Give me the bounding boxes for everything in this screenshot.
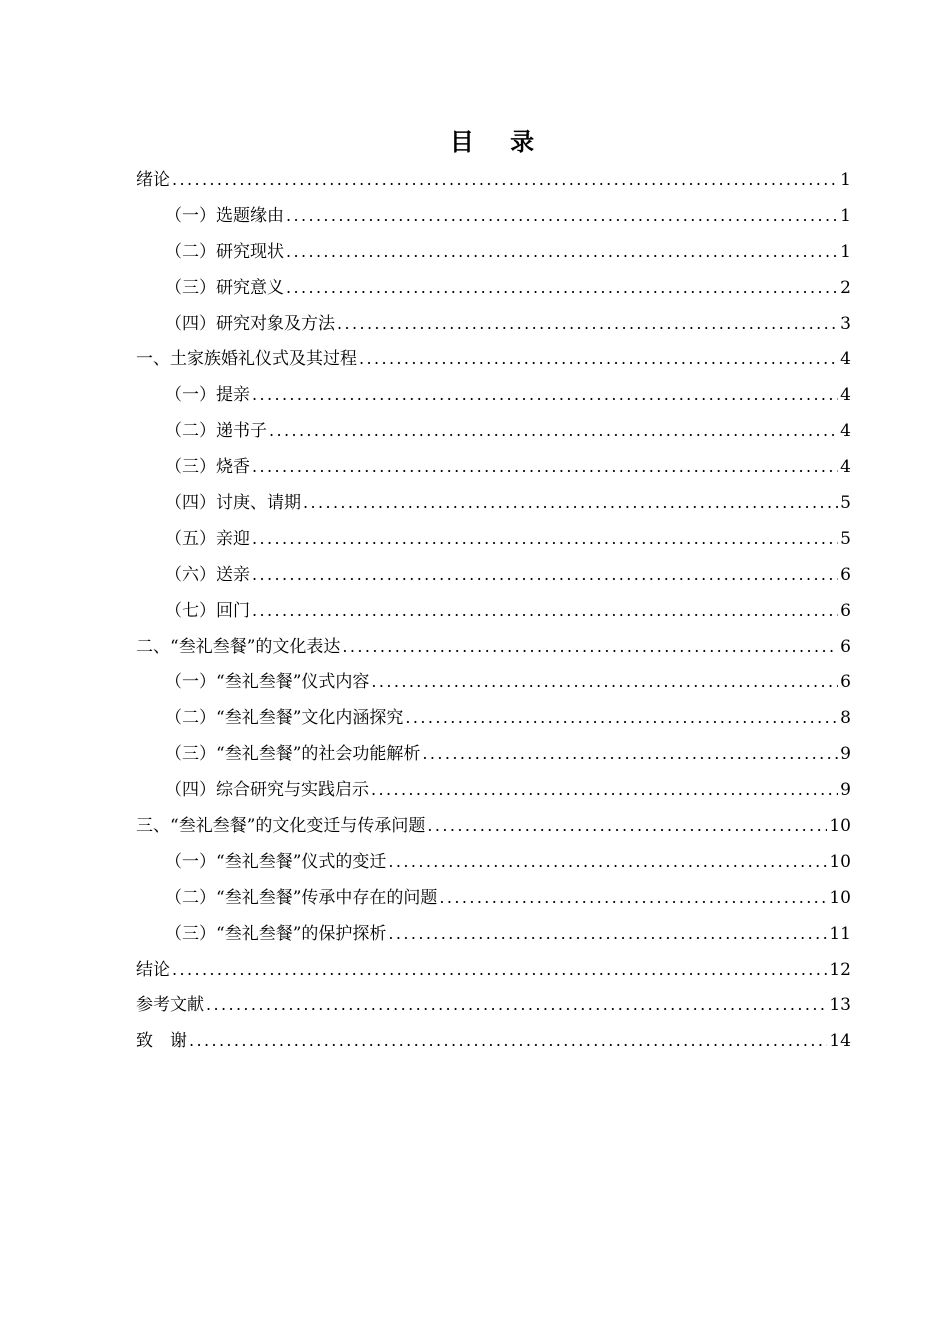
toc-entry-label: 结论 (136, 959, 170, 980)
toc-page-number: 4 (840, 349, 851, 370)
toc-dot-leader (172, 952, 827, 988)
toc-dot-leader (252, 449, 838, 485)
toc-entry[interactable] (136, 341, 851, 377)
toc-entry[interactable] (136, 1023, 851, 1059)
toc-dot-leader (405, 700, 838, 736)
toc-page-number: 6 (840, 672, 851, 693)
toc-entry-label: （二）“叁礼叁餐”文化内涵探究 (165, 708, 404, 729)
toc-page-number: 4 (840, 385, 851, 406)
table-of-contents (136, 162, 851, 1059)
toc-page-number: 10 (829, 816, 851, 837)
toc-entry[interactable] (136, 844, 851, 880)
toc-dot-leader (269, 413, 838, 449)
toc-entry-label: （三）“叁礼叁餐”的保护探析 (165, 923, 387, 944)
toc-entry[interactable] (136, 306, 851, 342)
toc-entry-label: （三）烧香 (165, 457, 250, 478)
toc-dot-leader (427, 808, 827, 844)
toc-entry[interactable] (136, 557, 851, 593)
toc-dot-leader (206, 987, 827, 1023)
toc-entry[interactable] (136, 880, 851, 916)
toc-page-number: 6 (840, 636, 851, 657)
toc-dot-leader (286, 270, 838, 306)
toc-entry-label: 一、土家族婚礼仪式及其过程 (136, 349, 357, 370)
toc-entry[interactable] (136, 485, 851, 521)
toc-entry[interactable] (136, 916, 851, 952)
toc-dot-leader (422, 736, 838, 772)
toc-entry-label: （七）回门 (165, 600, 250, 621)
toc-entry-label: （三）研究意义 (165, 277, 284, 298)
toc-page-number: 1 (840, 205, 851, 226)
toc-page-number: 2 (840, 277, 851, 298)
toc-entry-label: （一）“叁礼叁餐”仪式的变迁 (165, 851, 387, 872)
toc-page-number: 5 (840, 528, 851, 549)
toc-page-number: 6 (840, 564, 851, 585)
toc-entry-label: （二）“叁礼叁餐”传承中存在的问题 (165, 887, 438, 908)
toc-dot-leader (371, 664, 838, 700)
toc-dot-leader (388, 916, 827, 952)
toc-page-number: 4 (840, 421, 851, 442)
toc-entry[interactable] (136, 664, 851, 700)
toc-entry[interactable] (136, 162, 851, 198)
toc-entry[interactable] (136, 629, 851, 665)
toc-page-number: 6 (840, 600, 851, 621)
toc-dot-leader (252, 377, 838, 413)
toc-entry-label: （四）综合研究与实践启示 (165, 780, 369, 801)
toc-page-number: 9 (840, 744, 851, 765)
toc-page-number: 10 (829, 851, 851, 872)
toc-dot-leader (252, 557, 838, 593)
toc-entry-label: （六）送亲 (165, 564, 250, 585)
toc-entry[interactable] (136, 772, 851, 808)
toc-dot-leader (388, 844, 827, 880)
toc-dot-leader (286, 234, 838, 270)
toc-entry[interactable] (136, 987, 851, 1023)
toc-dot-leader (252, 521, 838, 557)
toc-entry[interactable] (136, 593, 851, 629)
toc-entry-label: （二）研究现状 (165, 241, 284, 262)
toc-dot-leader (252, 593, 838, 629)
toc-entry-label: （一）提亲 (165, 385, 250, 406)
toc-entry[interactable] (136, 413, 851, 449)
toc-entry[interactable] (136, 449, 851, 485)
toc-entry-label: 致 谢 (136, 1031, 187, 1052)
toc-entry-label: 二、“叁礼叁餐”的文化表达 (136, 636, 341, 657)
toc-page-number: 8 (840, 708, 851, 729)
toc-entry[interactable] (136, 808, 851, 844)
toc-page-number: 13 (829, 995, 851, 1016)
toc-page-number: 12 (829, 959, 851, 980)
toc-entry-label: （二）递书子 (165, 421, 267, 442)
toc-dot-leader (189, 1023, 827, 1059)
toc-entry-label: （三）“叁礼叁餐”的社会功能解析 (165, 744, 421, 765)
toc-entry-label: 绪论 (136, 170, 170, 190)
toc-page-number: 11 (829, 923, 851, 944)
toc-entry[interactable] (136, 198, 851, 234)
toc-dot-leader (342, 629, 838, 665)
toc-entry[interactable] (136, 377, 851, 413)
toc-entry-label: （四）研究对象及方法 (165, 313, 335, 334)
toc-entry[interactable] (136, 700, 851, 736)
toc-dot-leader (286, 198, 838, 234)
toc-page-number: 1 (840, 241, 851, 262)
toc-page-number: 4 (840, 457, 851, 478)
toc-entry[interactable] (136, 736, 851, 772)
toc-entry[interactable] (136, 952, 851, 988)
toc-page-number: 9 (840, 780, 851, 801)
toc-entry-label: 参考文献 (136, 995, 204, 1016)
toc-page-number: 10 (829, 887, 851, 908)
toc-entry[interactable] (136, 234, 851, 270)
toc-title: 目 录 (449, 128, 549, 156)
toc-dot-leader (371, 772, 838, 808)
toc-page-number: 1 (840, 170, 851, 190)
toc-dot-leader (359, 341, 838, 377)
toc-entry[interactable] (136, 270, 851, 306)
toc-entry-label: （一）选题缘由 (165, 205, 284, 226)
toc-entry[interactable] (136, 521, 851, 557)
toc-page-number: 14 (829, 1031, 851, 1052)
toc-entry-label: （四）讨庚、请期 (165, 493, 301, 514)
toc-entry-label: （五）亲迎 (165, 528, 250, 549)
toc-entry-label: （一）“叁礼叁餐”仪式内容 (165, 672, 370, 693)
toc-dot-leader (439, 880, 827, 916)
toc-entry-label: 三、“叁礼叁餐”的文化变迁与传承问题 (136, 816, 426, 837)
toc-dot-leader (303, 485, 838, 521)
toc-dot-leader (172, 162, 838, 198)
toc-page-number: 3 (840, 313, 851, 334)
toc-dot-leader (337, 306, 838, 342)
toc-page-number: 5 (840, 493, 851, 514)
